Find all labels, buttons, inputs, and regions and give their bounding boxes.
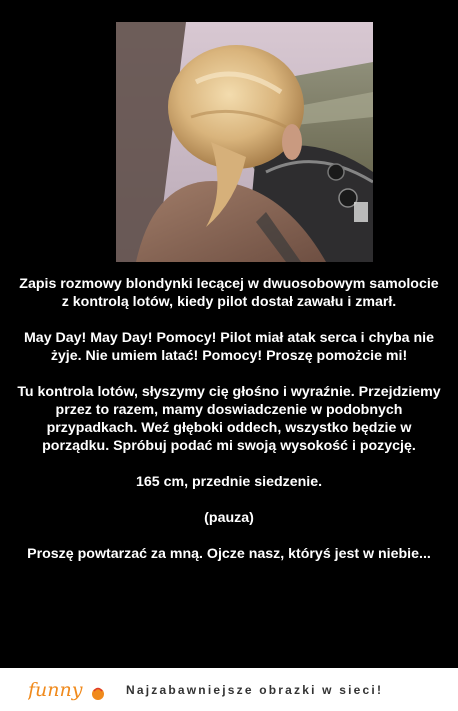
cockpit-photo <box>116 22 373 262</box>
story-text <box>14 275 444 581</box>
funny-logo-text: funny <box>28 679 83 701</box>
logo-ball-icon <box>92 688 104 700</box>
footer-tagline: Najzabawniejsze obrazki w sieci! <box>126 683 384 697</box>
story-mayday: May Day! May Day! Pomocy! Pilot miał atak serca i chyba nie żyje. Nie umiem latać! Pomocy! Proszę pomożcie mi! <box>23 330 435 364</box>
funny-logo-graphic <box>28 673 108 707</box>
footer-bar <box>0 668 458 711</box>
story-control: Tu kontrola lotów, słyszymy cię głośno i wyraźnie. Przejdziemy przez to razem, mamy doswiadczenie w podobnych przypadkach. Weź głęboki oddech, wszystko będzie w porządku. Spróbuj podać mi swoją wysokość i pozycję. <box>17 384 441 454</box>
story-answer: 165 cm, przednie siedzenie. <box>135 474 323 490</box>
story-pause: (pauza) <box>204 510 254 526</box>
story-prayer: Proszę powtarzać za mną. Ojcze nasz, któryś jest w niebie... <box>27 546 431 562</box>
cockpit-photo-illustration <box>116 22 373 262</box>
story-intro: Zapis rozmowy blondynki lecącej w dwuosobowym samolocie z kontrolą lotów, kiedy pilot dostał zawału i zmarł. <box>19 276 439 310</box>
funny-logo[interactable] <box>28 673 108 707</box>
